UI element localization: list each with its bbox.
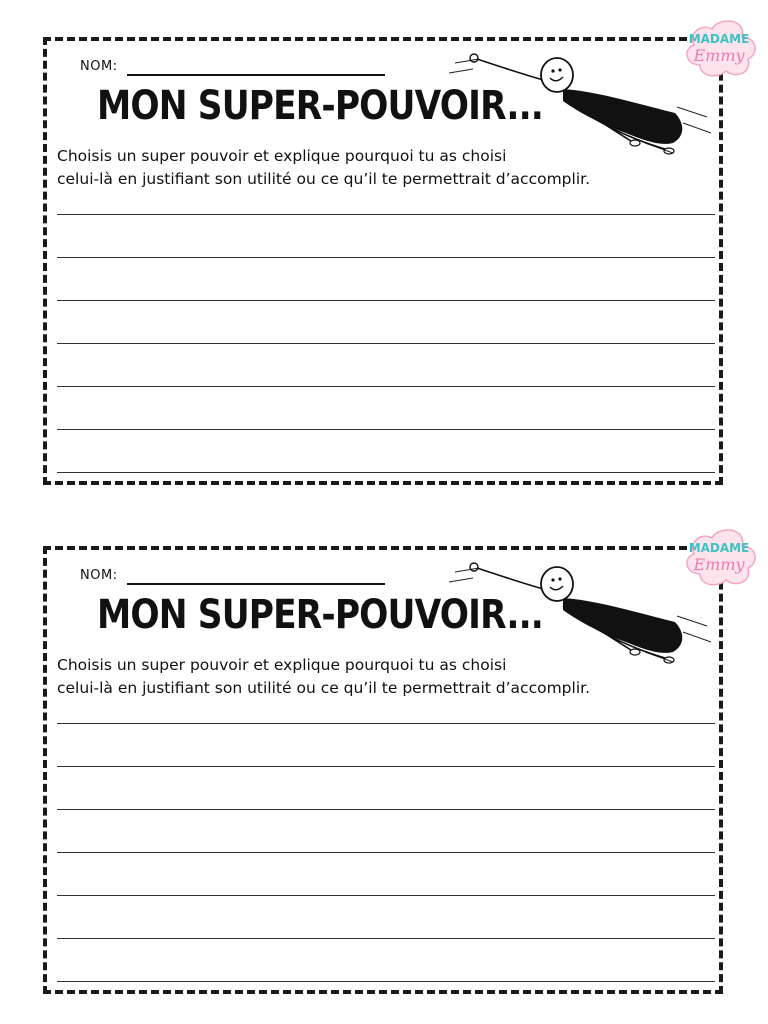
name-field[interactable] [127,74,385,76]
worksheet-title: MON SUPER-POUVOIR... [97,83,544,129]
answer-line[interactable] [57,386,715,387]
worksheet-card-2 [43,541,750,994]
answer-line[interactable] [57,300,715,301]
answer-line[interactable] [57,938,715,939]
logo-line1: MADAME [688,32,750,46]
name-label: NOM: [80,568,118,583]
flying-superhero-icon [445,560,715,670]
answer-line[interactable] [57,895,715,896]
answer-line[interactable] [57,472,715,473]
worksheet-card-1 [43,32,750,485]
logo-line1: MADAME [688,541,750,555]
answer-line[interactable] [57,343,715,344]
answer-line[interactable] [57,766,715,767]
answer-line[interactable] [57,723,715,724]
madame-emmy-logo [680,528,758,586]
answer-line[interactable] [57,809,715,810]
answer-line[interactable] [57,429,715,430]
answer-line[interactable] [57,852,715,853]
answer-line[interactable] [57,257,715,258]
logo-line2: Emmy [693,555,745,574]
instructions-text: Choisis un super pouvoir et explique pourquoi tu as choisi celui-là en justifiant son utilité ou ce qu’il te permettrait d’accomplir. [57,147,591,188]
name-label: NOM: [80,59,118,74]
madame-emmy-logo [680,19,758,77]
name-field[interactable] [127,583,385,585]
logo-line2: Emmy [693,46,745,65]
instructions-text: Choisis un super pouvoir et explique pourquoi tu as choisi celui-là en justifiant son utilité ou ce qu’il te permettrait d’accomplir. [57,656,591,697]
answer-line[interactable] [57,214,715,215]
worksheet-title: MON SUPER-POUVOIR... [97,592,544,638]
answer-line[interactable] [57,981,715,982]
flying-superhero-icon [445,51,715,161]
